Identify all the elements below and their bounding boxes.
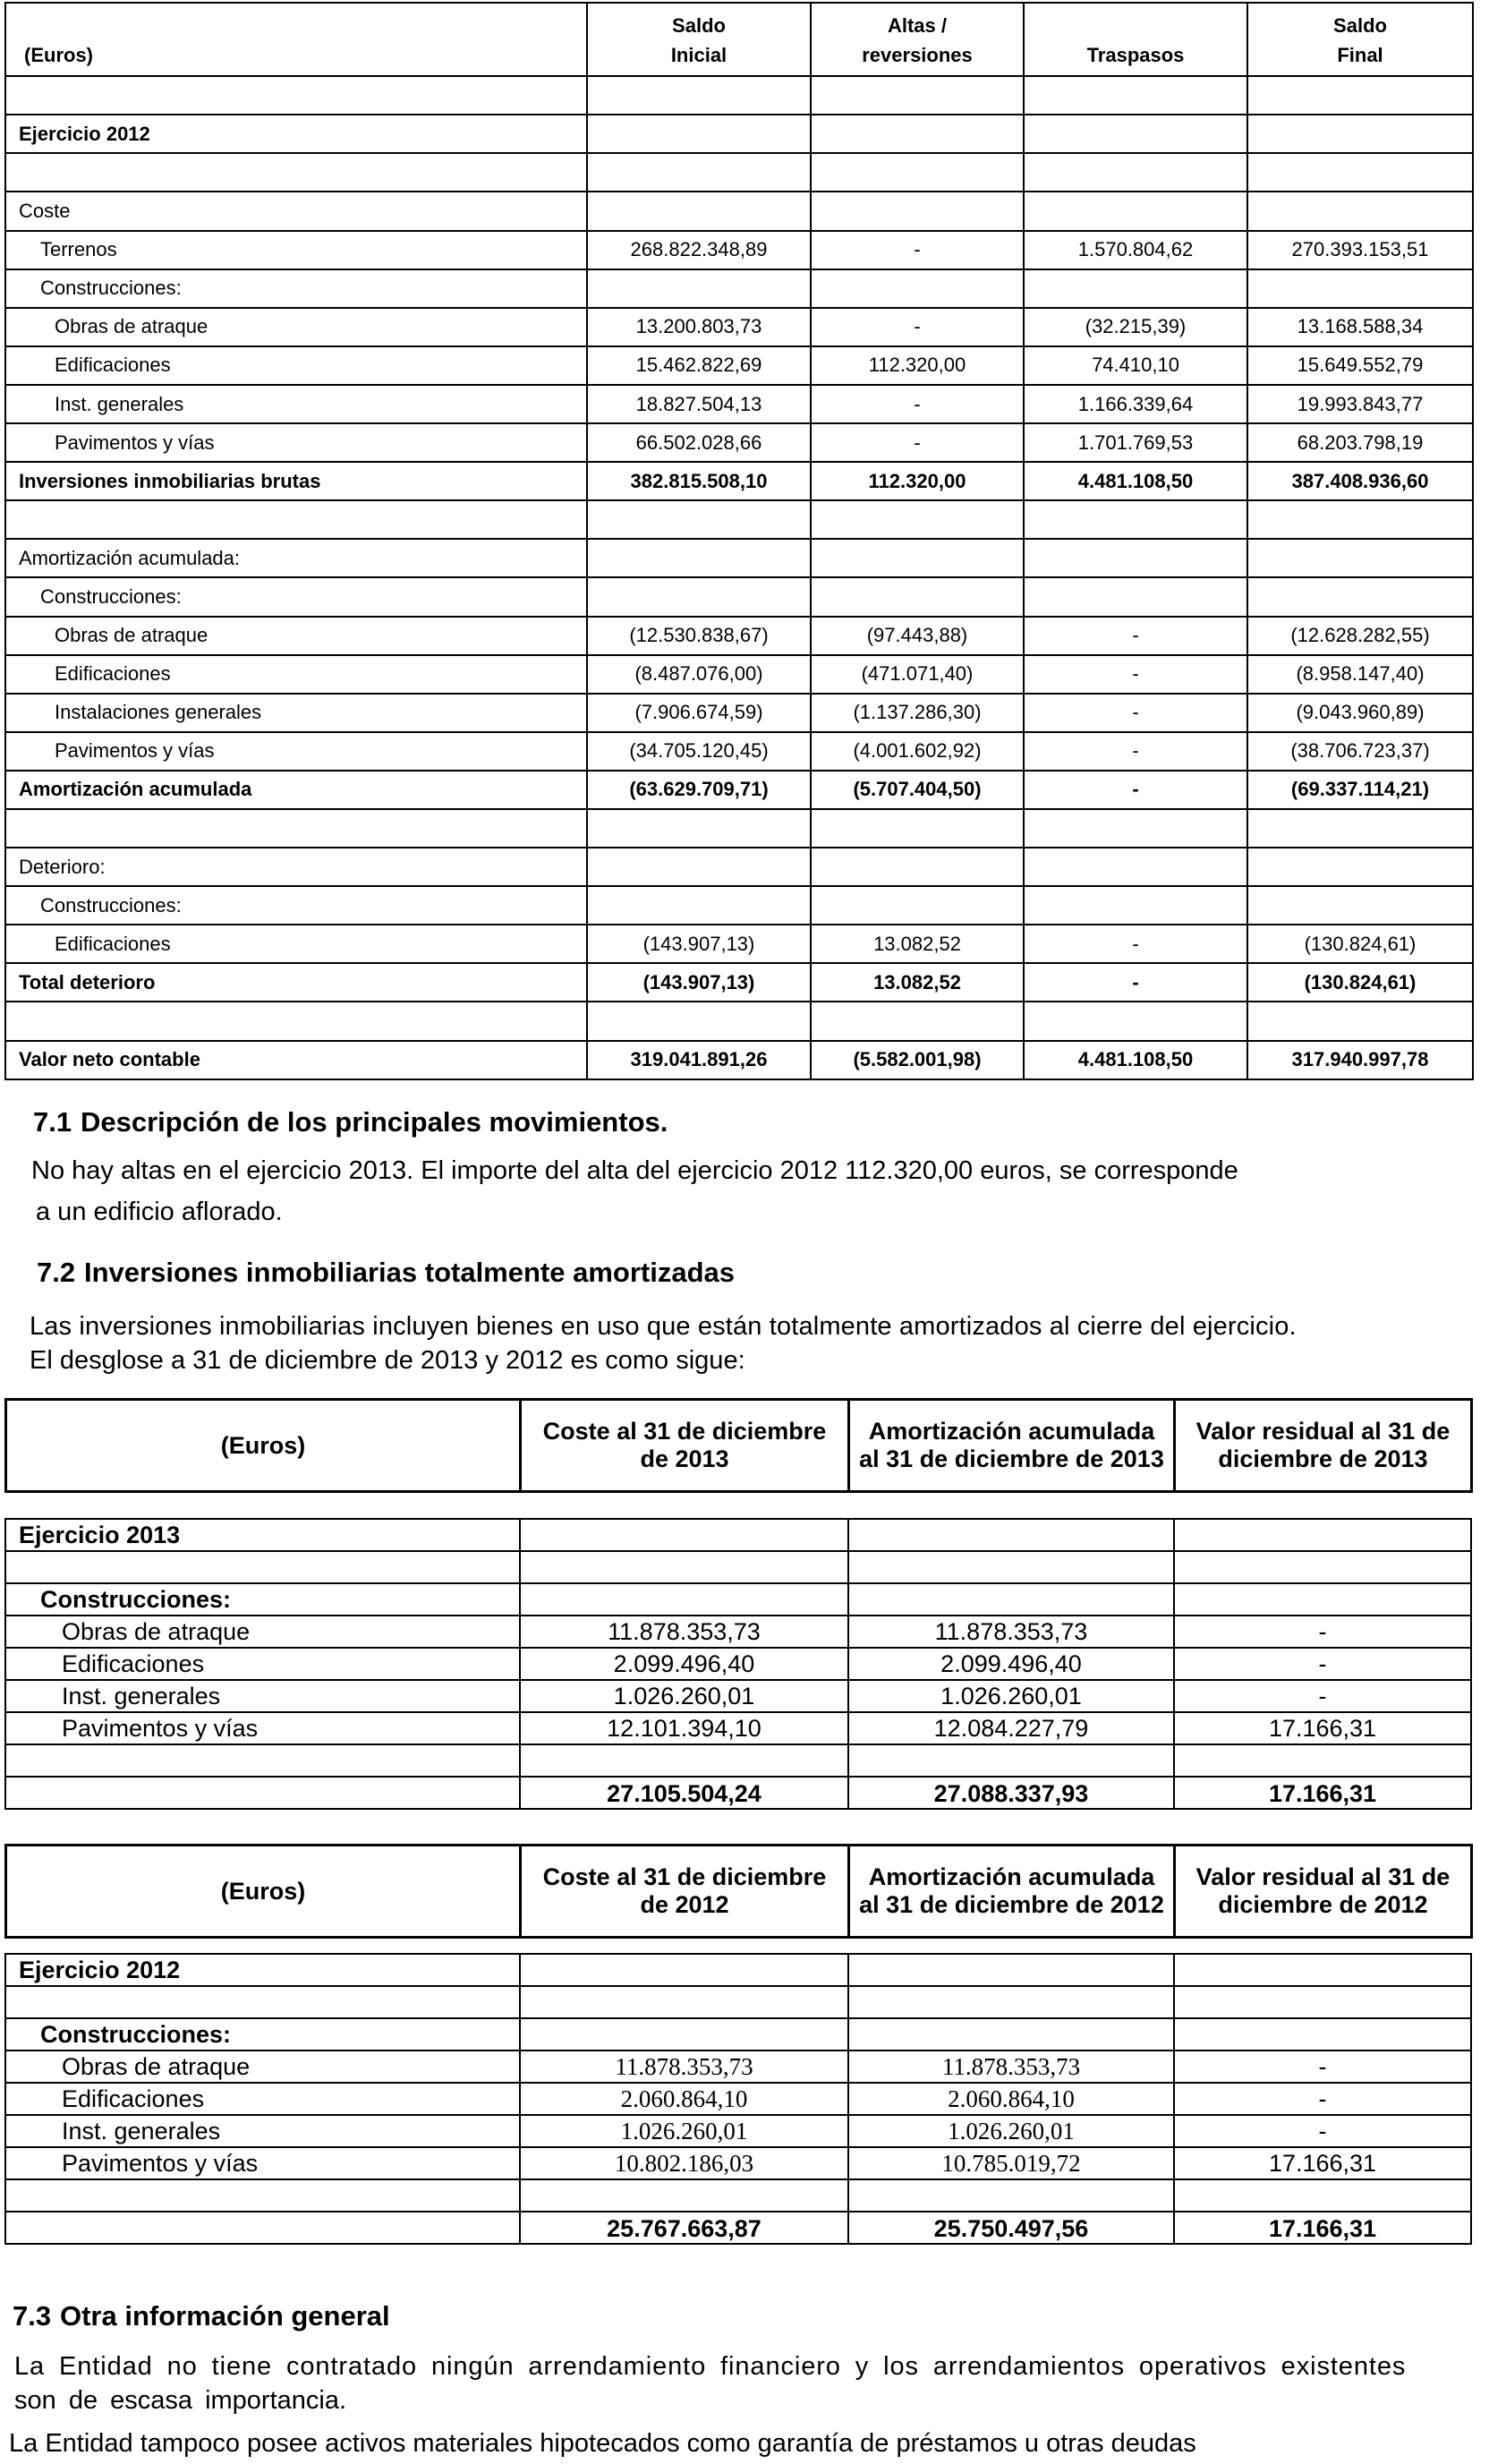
table-row xyxy=(5,1041,1473,1079)
cell-value: 4.481.108,50 xyxy=(1024,1041,1247,1079)
row-label xyxy=(5,1986,520,2018)
cell-value: - xyxy=(1024,925,1247,963)
column-header-line: reversiones xyxy=(862,44,973,67)
cell-value: (32.215,39) xyxy=(1024,308,1247,346)
table-row xyxy=(5,423,1473,462)
cell-value: 2.099.496,40 xyxy=(848,1648,1174,1680)
cell-value xyxy=(1024,500,1247,539)
cell-value: 13.082,52 xyxy=(811,963,1024,1002)
cell-value: (69.337.114,21) xyxy=(1247,771,1473,809)
cell-value: (4.001.602,92) xyxy=(811,732,1024,771)
cell-value: 1.166.339,64 xyxy=(1024,385,1247,423)
cell-value: (97.443,88) xyxy=(811,617,1024,655)
cell-value xyxy=(811,153,1024,192)
cell-value xyxy=(520,1583,848,1616)
cell-value xyxy=(848,1551,1174,1583)
table-2013-header xyxy=(4,1398,1473,1493)
table-row-empty xyxy=(5,2179,1471,2212)
cell-value: 268.822.348,89 xyxy=(587,231,811,269)
table-2012-header xyxy=(4,1844,1473,1939)
cell-value xyxy=(1247,577,1473,616)
cell-value: 2.060.864,10 xyxy=(520,2083,848,2115)
cell-value xyxy=(1247,848,1473,886)
cell-value: 319.041.891,26 xyxy=(587,1041,811,1079)
table-row xyxy=(5,1616,1471,1648)
cell-value: 1.026.260,01 xyxy=(520,1680,848,1712)
cell-value xyxy=(811,577,1024,616)
table-row-empty xyxy=(5,1002,1473,1040)
row-label: Construcciones: xyxy=(5,2018,520,2050)
table-row xyxy=(5,963,1473,1002)
table-row xyxy=(5,2018,1471,2050)
cell-value: 13.168.588,34 xyxy=(1247,308,1473,346)
table-header-row xyxy=(5,3,1473,76)
cell-value: 15.462.822,69 xyxy=(587,346,811,385)
cell-value: 66.502.028,66 xyxy=(587,423,811,462)
cell-value: (5.707.404,50) xyxy=(811,771,1024,809)
row-label: Valor neto contable xyxy=(5,1041,587,1079)
cell-value: 112.320,00 xyxy=(811,462,1024,500)
cell-value xyxy=(520,1551,848,1583)
table-row xyxy=(5,1648,1471,1680)
cell-value xyxy=(1024,539,1247,577)
table-row xyxy=(5,1583,1471,1616)
column-header-line: Saldo xyxy=(672,14,726,38)
section-title: Inversiones inmobiliarias totalmente amortizadas xyxy=(84,1257,736,1288)
row-label: Inst. generales xyxy=(5,385,587,423)
table-row xyxy=(5,231,1473,269)
table-row xyxy=(5,771,1473,809)
cell-value: 1.701.769,53 xyxy=(1024,423,1247,462)
cell-value xyxy=(1174,1744,1471,1777)
column-header: Coste al 31 de diciembre de 2013 xyxy=(521,1400,849,1492)
table-row xyxy=(5,2147,1471,2179)
cell-value xyxy=(520,1954,848,1986)
cell-value xyxy=(1247,500,1473,539)
row-label xyxy=(5,153,587,192)
row-label: Coste xyxy=(5,192,587,230)
row-label: Inst. generales xyxy=(5,2115,520,2147)
cell-value xyxy=(1024,153,1247,192)
cell-value: 12.101.394,10 xyxy=(520,1712,848,1744)
cell-value xyxy=(1024,886,1247,925)
cell-value: - xyxy=(1174,2050,1471,2083)
row-label: Ejercicio 2012 xyxy=(5,115,587,153)
row-label xyxy=(5,1551,520,1583)
row-label xyxy=(5,76,587,115)
cell-value: (12.628.282,55) xyxy=(1247,617,1473,655)
section-7-1-heading xyxy=(33,1106,668,1138)
table-row xyxy=(5,385,1473,423)
row-label: Inversiones inmobiliarias brutas xyxy=(5,462,587,500)
row-label: Edificaciones xyxy=(5,925,587,963)
row-label: Pavimentos y vías xyxy=(5,423,587,462)
cell-value xyxy=(587,809,811,848)
row-label: Construcciones: xyxy=(5,1583,520,1616)
column-header xyxy=(811,3,1024,76)
table-row xyxy=(5,655,1473,694)
cell-value xyxy=(1174,1954,1471,1986)
cell-value: 270.393.153,51 xyxy=(1247,231,1473,269)
cell-value: - xyxy=(811,423,1024,462)
section-7-3-para-2: La Entidad tampoco posee activos materiales hipotecados como garantía de préstamos u otras deudas xyxy=(9,2429,1196,2458)
section-7-2-line-1: Las inversiones inmobiliarias incluyen bienes en uso que están totalmente amortizados al cierre del ejercicio. xyxy=(30,1312,1297,1341)
cell-value: 4.481.108,50 xyxy=(1024,462,1247,500)
cell-value: 74.410,10 xyxy=(1024,346,1247,385)
cell-value: 11.878.353,73 xyxy=(520,1616,848,1648)
cell-value xyxy=(1247,192,1473,230)
row-label: Obras de atraque xyxy=(5,2050,520,2083)
cell-value: - xyxy=(1174,2083,1471,2115)
table-row xyxy=(5,617,1473,655)
section-7-3-heading xyxy=(13,2300,390,2332)
cell-value xyxy=(520,1744,848,1777)
row-label: Pavimentos y vías xyxy=(5,2147,520,2179)
cell-value: 11.878.353,73 xyxy=(848,1616,1174,1648)
table-row xyxy=(5,539,1473,577)
cell-value: 11.878.353,73 xyxy=(848,2050,1174,2083)
section-title: Otra información general xyxy=(60,2300,390,2332)
cell-value xyxy=(1024,809,1247,848)
table-row xyxy=(5,1954,1471,1986)
cell-value xyxy=(848,2179,1174,2212)
row-label: Instalaciones generales xyxy=(5,694,587,732)
column-header xyxy=(5,3,587,76)
cell-value: (38.706.723,37) xyxy=(1247,732,1473,771)
table-row-empty xyxy=(5,1551,1471,1583)
cell-value: (8.487.076,00) xyxy=(587,655,811,694)
row-label: Inst. generales xyxy=(5,1680,520,1712)
row-label: Obras de atraque xyxy=(5,617,587,655)
cell-value: 17.166,31 xyxy=(1174,1712,1471,1744)
column-header: Coste al 31 de diciembre de 2012 xyxy=(521,1846,849,1938)
table-row-empty xyxy=(5,809,1473,848)
total-row xyxy=(5,1777,1471,1809)
fully-amortized-table-2013 xyxy=(4,1518,1472,1810)
cell-value: (1.137.286,30) xyxy=(811,694,1024,732)
cell-value: 382.815.508,10 xyxy=(587,462,811,500)
cell-value: - xyxy=(1174,1680,1471,1712)
row-label: Construcciones: xyxy=(5,269,587,308)
table-row xyxy=(5,1712,1471,1744)
row-label: Construcciones: xyxy=(5,886,587,925)
cell-value: (9.043.960,89) xyxy=(1247,694,1473,732)
cell-value xyxy=(1174,1583,1471,1616)
table-row xyxy=(5,732,1473,771)
cell-value: - xyxy=(1024,732,1247,771)
cell-value xyxy=(811,886,1024,925)
section-number: 7.3 xyxy=(13,2300,52,2332)
cell-value xyxy=(811,539,1024,577)
cell-value xyxy=(811,76,1024,115)
table-row xyxy=(5,115,1473,153)
cell-value: 17.166,31 xyxy=(1174,2212,1471,2244)
table-row xyxy=(5,886,1473,925)
cell-value: - xyxy=(1024,694,1247,732)
cell-value xyxy=(587,1002,811,1040)
table-row xyxy=(5,925,1473,963)
section-7-1-line-2: a un edificio aflorado. xyxy=(36,1198,283,1226)
cell-value xyxy=(520,2179,848,2212)
section-7-3-para-1-line-2: son de escasa importancia. xyxy=(14,2386,347,2415)
column-header-line: (Euros) xyxy=(24,44,93,67)
cell-value: 19.993.843,77 xyxy=(1247,385,1473,423)
column-header xyxy=(587,3,811,76)
column-header xyxy=(1024,3,1247,76)
table-row xyxy=(5,1680,1471,1712)
section-number: 7.1 xyxy=(33,1106,72,1138)
cell-value: (34.705.120,45) xyxy=(587,732,811,771)
cell-value: 2.099.496,40 xyxy=(520,1648,848,1680)
movements-table-2012 xyxy=(4,2,1474,1080)
row-label: Amortización acumulada xyxy=(5,771,587,809)
cell-value xyxy=(1247,809,1473,848)
cell-value xyxy=(811,192,1024,230)
table-row-empty xyxy=(5,500,1473,539)
cell-value: 18.827.504,13 xyxy=(587,385,811,423)
row-label: Pavimentos y vías xyxy=(5,1712,520,1744)
cell-value: (12.530.838,67) xyxy=(587,617,811,655)
cell-value xyxy=(520,1986,848,2018)
row-label: Obras de atraque xyxy=(5,1616,520,1648)
row-label xyxy=(5,1744,520,1777)
cell-value xyxy=(1174,2179,1471,2212)
row-label: Edificaciones xyxy=(5,2083,520,2115)
table-row xyxy=(5,577,1473,616)
table-row xyxy=(5,1519,1471,1551)
table-row xyxy=(5,694,1473,732)
column-header: Valor residual al 31 de diciembre de 2013 xyxy=(1175,1400,1472,1492)
row-label: Edificaciones xyxy=(5,655,587,694)
column-header: Valor residual al 31 de diciembre de 2012 xyxy=(1175,1846,1472,1938)
cell-value: - xyxy=(1024,655,1247,694)
cell-value: 1.570.804,62 xyxy=(1024,231,1247,269)
row-label: Edificaciones xyxy=(5,1648,520,1680)
cell-value xyxy=(1174,2018,1471,2050)
cell-value xyxy=(848,1986,1174,2018)
cell-value xyxy=(587,848,811,886)
table-row xyxy=(5,462,1473,500)
row-label: Obras de atraque xyxy=(5,308,587,346)
cell-value xyxy=(587,577,811,616)
cell-value: 1.026.260,01 xyxy=(848,2115,1174,2147)
column-header: Amortización acumulada al 31 de diciembre de 2012 xyxy=(849,1846,1175,1938)
cell-value xyxy=(1247,153,1473,192)
cell-value: 317.940.997,78 xyxy=(1247,1041,1473,1079)
row-label: Terrenos xyxy=(5,231,587,269)
cell-value: (130.824,61) xyxy=(1247,963,1473,1002)
cell-value xyxy=(1024,115,1247,153)
cell-value: 10.802.186,03 xyxy=(520,2147,848,2179)
section-7-2-line-2: El desglose a 31 de diciembre de 2013 y 2012 es como sigue: xyxy=(30,1346,745,1375)
cell-value xyxy=(848,2018,1174,2050)
cell-value xyxy=(1174,1986,1471,2018)
table-row xyxy=(5,192,1473,230)
column-header: Amortización acumulada al 31 de diciembre de 2013 xyxy=(849,1400,1175,1492)
column-header: (Euros) xyxy=(6,1400,521,1492)
row-label: Edificaciones xyxy=(5,346,587,385)
cell-value xyxy=(811,115,1024,153)
cell-value xyxy=(587,115,811,153)
cell-value xyxy=(1247,1002,1473,1040)
row-label xyxy=(5,1777,520,1809)
table-row-empty xyxy=(5,1986,1471,2018)
cell-value: 1.026.260,01 xyxy=(520,2115,848,2147)
cell-value xyxy=(848,1519,1174,1551)
table-row-empty xyxy=(5,1744,1471,1777)
cell-value xyxy=(1024,848,1247,886)
table-row xyxy=(5,2115,1471,2147)
cell-value: (7.906.674,59) xyxy=(587,694,811,732)
section-7-2-heading xyxy=(37,1257,735,1289)
row-label xyxy=(5,2179,520,2212)
cell-value: - xyxy=(1024,617,1247,655)
cell-value: 17.166,31 xyxy=(1174,2147,1471,2179)
cell-value: 17.166,31 xyxy=(1174,1777,1471,1809)
cell-value xyxy=(587,76,811,115)
cell-value: - xyxy=(1174,2115,1471,2147)
column-header xyxy=(1247,3,1473,76)
cell-value xyxy=(1247,886,1473,925)
row-label: Ejercicio 2013 xyxy=(5,1519,520,1551)
cell-value: - xyxy=(811,385,1024,423)
table-row-empty xyxy=(5,153,1473,192)
cell-value: (130.824,61) xyxy=(1247,925,1473,963)
table-row xyxy=(5,269,1473,308)
cell-value xyxy=(1024,192,1247,230)
cell-value: 25.750.497,56 xyxy=(848,2212,1174,2244)
cell-value xyxy=(587,886,811,925)
cell-value: - xyxy=(811,308,1024,346)
cell-value: (471.071,40) xyxy=(811,655,1024,694)
cell-value: 15.649.552,79 xyxy=(1247,346,1473,385)
cell-value: - xyxy=(811,231,1024,269)
cell-value xyxy=(811,500,1024,539)
cell-value: (8.958.147,40) xyxy=(1247,655,1473,694)
cell-value: 12.084.227,79 xyxy=(848,1712,1174,1744)
section-number: 7.2 xyxy=(37,1257,76,1288)
row-label xyxy=(5,500,587,539)
cell-value: (143.907,13) xyxy=(587,963,811,1002)
cell-value: 68.203.798,19 xyxy=(1247,423,1473,462)
cell-value xyxy=(1024,1002,1247,1040)
cell-value: 1.026.260,01 xyxy=(848,1680,1174,1712)
table-row xyxy=(5,2083,1471,2115)
cell-value: - xyxy=(1174,1616,1471,1648)
cell-value: - xyxy=(1024,963,1247,1002)
row-label: Total deterioro xyxy=(5,963,587,1002)
cell-value: - xyxy=(1174,1648,1471,1680)
cell-value: 387.408.936,60 xyxy=(1247,462,1473,500)
cell-value xyxy=(848,1954,1174,1986)
row-label: Pavimentos y vías xyxy=(5,732,587,771)
cell-value: 10.785.019,72 xyxy=(848,2147,1174,2179)
cell-value xyxy=(1247,76,1473,115)
cell-value: 13.200.803,73 xyxy=(587,308,811,346)
table-row-empty xyxy=(5,76,1473,115)
cell-value: 13.082,52 xyxy=(811,925,1024,963)
cell-value xyxy=(520,1519,848,1551)
column-header-line: Altas / xyxy=(887,14,948,38)
row-label xyxy=(5,2212,520,2244)
cell-value: (63.629.709,71) xyxy=(587,771,811,809)
cell-value: 2.060.864,10 xyxy=(848,2083,1174,2115)
section-title: Descripción de los principales movimientos. xyxy=(81,1106,668,1138)
cell-value xyxy=(587,153,811,192)
cell-value xyxy=(1247,269,1473,308)
cell-value xyxy=(520,2018,848,2050)
column-header-line: Final xyxy=(1337,44,1383,67)
cell-value xyxy=(848,1744,1174,1777)
row-label: Amortización acumulada: xyxy=(5,539,587,577)
cell-value xyxy=(1247,115,1473,153)
column-header: (Euros) xyxy=(6,1846,521,1938)
cell-value: - xyxy=(1024,771,1247,809)
cell-value xyxy=(587,500,811,539)
row-label: Construcciones: xyxy=(5,577,587,616)
cell-value xyxy=(811,848,1024,886)
row-label: Ejercicio 2012 xyxy=(5,1954,520,1986)
cell-value xyxy=(587,539,811,577)
cell-value xyxy=(1247,539,1473,577)
cell-value xyxy=(1174,1551,1471,1583)
cell-value: (143.907,13) xyxy=(587,925,811,963)
cell-value xyxy=(1024,269,1247,308)
cell-value: 11.878.353,73 xyxy=(520,2050,848,2083)
cell-value: (5.582.001,98) xyxy=(811,1041,1024,1079)
table-row xyxy=(5,848,1473,886)
section-7-1-line-1: No hay altas en el ejercicio 2013. El importe del alta del ejercicio 2012 112.320,00 euros, se corresponde xyxy=(31,1156,1238,1185)
row-label xyxy=(5,809,587,848)
table-row xyxy=(5,2050,1471,2083)
cell-value: 112.320,00 xyxy=(811,346,1024,385)
cell-value: 27.088.337,93 xyxy=(848,1777,1174,1809)
column-header-line: Traspasos xyxy=(1086,44,1185,67)
table-row xyxy=(5,308,1473,346)
table-row xyxy=(5,346,1473,385)
cell-value xyxy=(848,1583,1174,1616)
cell-value xyxy=(811,1002,1024,1040)
column-header-line: Inicial xyxy=(670,44,727,67)
row-label: Deterioro: xyxy=(5,848,587,886)
cell-value xyxy=(1024,577,1247,616)
cell-value: 25.767.663,87 xyxy=(520,2212,848,2244)
cell-value xyxy=(587,192,811,230)
row-label xyxy=(5,1002,587,1040)
cell-value xyxy=(811,269,1024,308)
cell-value xyxy=(1024,76,1247,115)
total-row xyxy=(5,2212,1471,2244)
cell-value xyxy=(1174,1519,1471,1551)
fully-amortized-table-2012 xyxy=(4,1953,1472,2245)
cell-value xyxy=(811,809,1024,848)
section-7-3-para-1-line-1: La Entidad no tiene contratado ningún arrendamiento financiero y los arrendamientos operativos existentes xyxy=(14,2352,1407,2381)
cell-value: 27.105.504,24 xyxy=(520,1777,848,1809)
column-header-line: Saldo xyxy=(1333,14,1387,38)
cell-value xyxy=(587,269,811,308)
